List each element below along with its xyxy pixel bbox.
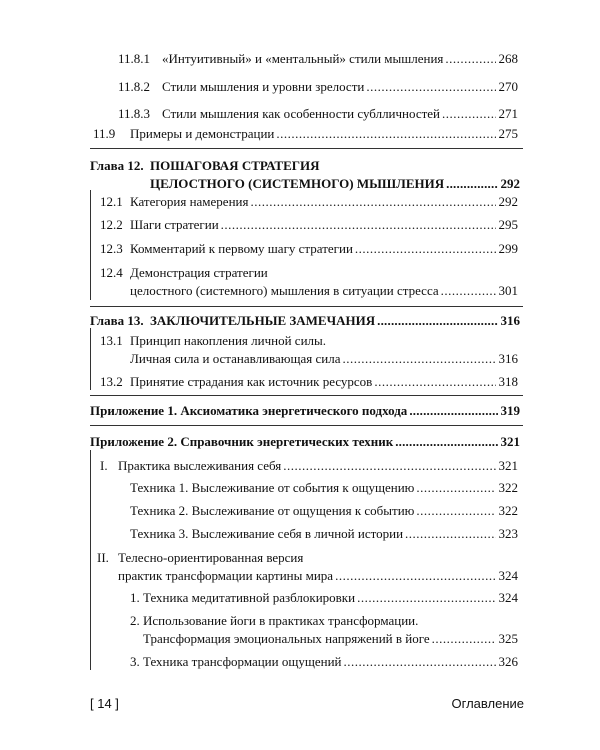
separator-line <box>90 425 523 426</box>
toc-entry <box>0 653 600 670</box>
toc-entry-title-line-1: Телесно-ориентированная версия <box>118 550 304 565</box>
toc-entry-title: Практика выслеживания себя <box>118 458 282 473</box>
toc-entry-title: Трансформация эмоциональных напряжений в йоге <box>143 631 430 646</box>
appendix-heading <box>0 402 600 419</box>
chapter-title: ЦЕЛОСТНОГО (СИСТЕМНОГО) МЫШЛЕНИЯ <box>150 176 445 191</box>
toc-entry <box>0 549 600 585</box>
toc-entry-title: Личная сила и останавливающая сила <box>130 351 341 366</box>
toc-entry-line <box>130 479 518 496</box>
toc-entry-page: 299 <box>498 241 518 256</box>
toc-entry <box>0 125 600 142</box>
toc-entry-line <box>162 50 518 67</box>
dot-leader <box>344 653 496 670</box>
toc-entry-line <box>130 502 518 519</box>
toc-entry-number: 12.2 <box>100 217 123 232</box>
appendix-title: Приложение 1. Аксиоматика энергетического подхода <box>90 403 408 418</box>
appendix-heading <box>0 433 600 450</box>
dot-leader <box>416 479 495 496</box>
toc-entry-page: 324 <box>498 568 518 583</box>
toc-entry-title: Техника 3. Выслеживание себя в личной истории <box>130 526 404 541</box>
toc-entry-number: 11.8.2 <box>118 79 151 94</box>
chapter-title: ЗАКЛЮЧИТЕЛЬНЫЕ ЗАМЕЧАНИЯ <box>150 313 376 328</box>
toc-entry-line <box>162 105 518 122</box>
toc-entry <box>0 193 600 210</box>
toc-entry-page: 275 <box>498 126 518 141</box>
toc-entry <box>0 457 600 474</box>
toc-entry-page: 316 <box>498 351 518 366</box>
toc-entry-line <box>143 630 518 647</box>
toc-entry-title: практик трансформации картины мира <box>118 568 334 583</box>
page-number: [ 14 ] <box>90 696 119 711</box>
toc-entry <box>0 50 600 67</box>
toc-entry-page: 324 <box>498 590 518 605</box>
toc-entry-page: 325 <box>498 631 518 646</box>
dot-leader <box>409 402 497 419</box>
toc-entry-title: Категория намерения <box>130 194 249 209</box>
dot-leader <box>395 433 497 450</box>
dot-leader <box>221 216 496 233</box>
chapter-title-line-2 <box>150 175 520 192</box>
toc-entry-title: Техника 2. Выслеживание от ощущения к событию <box>130 503 415 518</box>
toc-entry-title: Техника 1. Выслеживание от события к ощущению <box>130 480 415 495</box>
chapter-heading <box>0 157 600 193</box>
toc-entry-page: 321 <box>498 458 518 473</box>
chapter-number: Глава 13. <box>90 313 144 328</box>
toc-entry-number: 11.8.1 <box>118 51 151 66</box>
toc-entry <box>0 264 600 300</box>
chapter-heading <box>0 312 600 329</box>
toc-entry-line <box>130 216 518 233</box>
dot-leader <box>442 105 495 122</box>
separator-line <box>90 306 523 307</box>
toc-entry-line <box>130 240 518 257</box>
dot-leader <box>374 373 495 390</box>
appendix-line <box>90 402 520 419</box>
toc-entry-number: 11.8.3 <box>118 106 151 121</box>
toc-entry-number: 12.4 <box>100 265 123 280</box>
appendix-page: 321 <box>500 434 520 449</box>
toc-entry-line <box>130 193 518 210</box>
toc-entry-page: 268 <box>498 51 518 66</box>
dot-leader <box>445 50 495 67</box>
toc-entry-page: 322 <box>498 503 518 518</box>
dot-leader <box>250 193 495 210</box>
toc-entry-number: I. <box>100 458 108 473</box>
toc-entry-line <box>130 589 518 606</box>
toc-entry-title: Принятие страдания как источник ресурсов <box>130 374 373 389</box>
toc-entry-title: Примеры и демонстрации <box>130 126 275 141</box>
toc-entry <box>0 589 600 606</box>
chapter-page: 292 <box>500 176 520 191</box>
dot-leader <box>441 282 496 299</box>
toc-entry-title-line-1: Демонстрация стратегии <box>130 265 268 280</box>
dot-leader <box>355 240 496 257</box>
chapter-title-line-1: ПОШАГОВАЯ СТРАТЕГИЯ <box>150 158 320 173</box>
toc-entry <box>0 240 600 257</box>
toc-entry <box>0 373 600 390</box>
separator-line <box>90 395 523 396</box>
toc-entry-number: 13.2 <box>100 374 123 389</box>
toc-entry-page: 270 <box>498 79 518 94</box>
toc-entry-line <box>130 350 518 367</box>
toc-entry-page: 322 <box>498 480 518 495</box>
appendix-line <box>90 433 520 450</box>
toc-entry-title: Шаги стратегии <box>130 217 219 232</box>
toc-entry-number: 12.1 <box>100 194 123 209</box>
toc-entry-title: Стили мышления и уровни зрелости <box>162 79 365 94</box>
toc-entry-line <box>130 125 518 142</box>
toc-entry-title: 1. Техника медитативной разблокировки <box>130 590 356 605</box>
dot-leader <box>446 175 497 192</box>
dot-leader <box>357 589 495 606</box>
toc-entry <box>0 78 600 95</box>
dot-leader <box>343 350 496 367</box>
toc-entry-page: 292 <box>498 194 518 209</box>
toc-entry-page: 323 <box>498 526 518 541</box>
toc-entry-line <box>130 373 518 390</box>
toc-entry-line <box>130 653 518 670</box>
dot-leader <box>416 502 495 519</box>
chapter-number: Глава 12. <box>90 158 144 173</box>
toc-entry <box>0 502 600 519</box>
toc-entry-line <box>130 282 518 299</box>
toc-entry <box>0 525 600 542</box>
dot-leader <box>276 125 495 142</box>
dot-leader <box>283 457 495 474</box>
toc-entry-line <box>118 457 518 474</box>
toc-entry-title: Комментарий к первому шагу стратегии <box>130 241 353 256</box>
toc-entry <box>0 479 600 496</box>
toc-entry <box>0 612 600 648</box>
toc-entry-line <box>162 78 518 95</box>
toc-entry-page: 295 <box>498 217 518 232</box>
dot-leader <box>432 630 496 647</box>
appendix-title: Приложение 2. Справочник энергетических техник <box>90 434 394 449</box>
dot-leader <box>405 525 495 542</box>
toc-entry-number: II. <box>97 550 109 565</box>
separator-line <box>90 148 523 149</box>
dot-leader <box>335 567 495 584</box>
toc-entry-page: 271 <box>498 106 518 121</box>
toc-entry-title-line-1: 2. Использование йоги в практиках трансформации. <box>130 613 419 628</box>
toc-entry-title-line-1: Принцип накопления личной силы. <box>130 333 327 348</box>
toc-entry-page: 318 <box>498 374 518 389</box>
toc-entry <box>0 105 600 122</box>
toc-entry <box>0 332 600 368</box>
dot-leader <box>366 78 495 95</box>
toc-entry-line <box>118 567 518 584</box>
toc-entry <box>0 216 600 233</box>
toc-entry-line <box>130 525 518 542</box>
toc-entry-title: 3. Техника трансформации ощущений <box>130 654 342 669</box>
toc-entry-title: «Интуитивный» и «ментальный» стили мышления <box>162 51 444 66</box>
toc-entry-page: 301 <box>498 283 518 298</box>
toc-entry-title: Стили мышления как особенности сублличностей <box>162 106 441 121</box>
chapter-page: 316 <box>500 313 520 328</box>
dot-leader <box>377 312 497 329</box>
running-footer-title: Оглавление <box>451 696 524 711</box>
toc-entry-number: 13.1 <box>100 333 123 348</box>
toc-entry-number: 11.9 <box>93 126 116 141</box>
toc-entry-page: 326 <box>498 654 518 669</box>
toc-entry-number: 12.3 <box>100 241 123 256</box>
appendix-page: 319 <box>500 403 520 418</box>
toc-entry-title: целостного (системного) мышления в ситуации стресса <box>130 283 439 298</box>
chapter-title-line <box>150 312 520 329</box>
